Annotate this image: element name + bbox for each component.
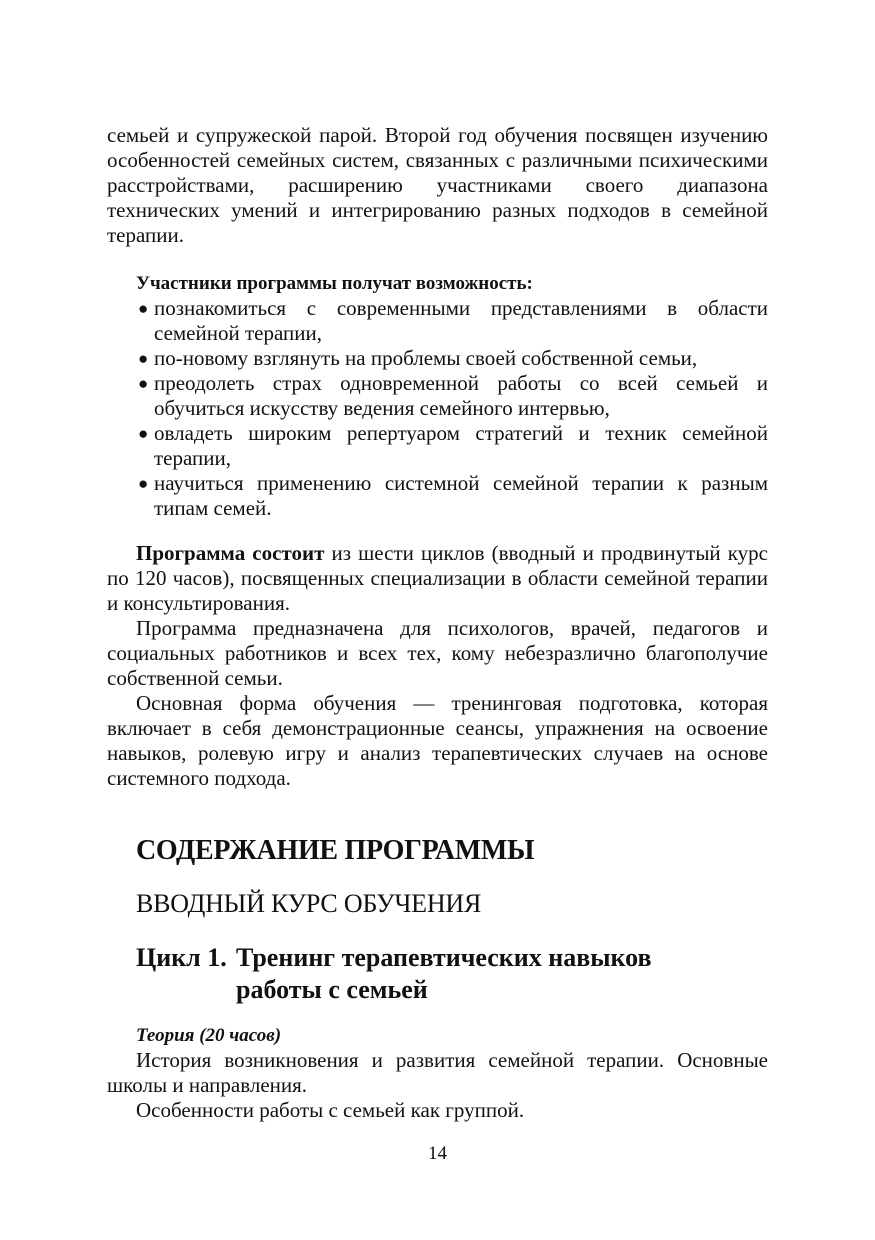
theory-paragraph-1: История возникновения и развития семейной терапии. Основные школы и направления. (107, 1048, 768, 1097)
cycle-label: Цикл 1. (136, 943, 227, 972)
list-item (138, 421, 768, 471)
program-paragraph (107, 541, 768, 616)
participants-section (107, 271, 768, 521)
list-item-text: познакомиться с современными представлениями в области семейной терапии, (154, 296, 768, 345)
section-title: СОДЕРЖАНИЕ ПРОГРАММЫ (136, 835, 535, 866)
participants-list (107, 296, 768, 521)
bullet-icon: ● (138, 349, 149, 368)
audience-paragraph: Программа предназначена для психологов, врачей, педагогов и социальных работников и всех тех, кому небезразлично благополучие собственной семьи. (107, 616, 768, 690)
program-lead-bold: Программа состоит (136, 541, 325, 565)
page-number: 14 (428, 1143, 447, 1164)
program-lead-rest: из шести циклов (вводный и продвинутый курс по 120 часов), посвященных специализации в области семейной терапии и консультирования. (107, 541, 768, 615)
list-item (138, 296, 768, 346)
cycle-title-line1: Тренинг терапевтических навыков (236, 943, 652, 972)
form-paragraph: Основная форма обучения — тренинговая подготовка, которая включает в себя демонстрационные сеансы, упражнения на освоение навыков, ролевую игру и анализ терапевтических случаев на основе системного подхода. (107, 691, 768, 790)
bullet-icon: ● (138, 374, 149, 393)
course-title: ВВОДНЫЙ КУРС ОБУЧЕНИЯ (136, 889, 482, 918)
theory-heading: Теория (20 часов) (136, 1025, 282, 1046)
list-item-text: овладеть широким репертуаром стратегий и техник семейной терапии, (154, 421, 768, 470)
bullet-icon: ● (138, 424, 149, 443)
theory-paragraph-2: Особенности работы с семьей как группой. (136, 1098, 525, 1122)
list-item-text: преодолеть страх одновременной работы со всей семьей и обучиться искусству ведения семейного интервью, (154, 371, 768, 420)
theory-section (107, 1023, 768, 1123)
participants-heading: Участники программы получат возможность: (136, 273, 533, 294)
bullet-icon: ● (138, 474, 149, 493)
intro-paragraph: семьей и супружеской парой. Второй год обучения посвящен изучению особенностей семейных систем, связанных с различными психическими расстройствами, расширению участниками своего диапазона технических умений и интегрированию разных подходов в семейной терапии. (107, 123, 768, 247)
list-item (138, 471, 768, 521)
bullet-icon: ● (138, 299, 149, 318)
list-item (138, 371, 768, 421)
cycle-title (136, 942, 652, 1006)
list-item-text: по-новому взглянуть на проблемы своей собственной семьи, (154, 346, 698, 370)
cycle-title-line2: работы с семьей (236, 975, 428, 1004)
list-item (138, 346, 768, 371)
intro-section (107, 123, 768, 248)
program-section (107, 541, 768, 791)
list-item-text: научиться применению системной семейной терапии к разным типам семей. (154, 471, 768, 520)
